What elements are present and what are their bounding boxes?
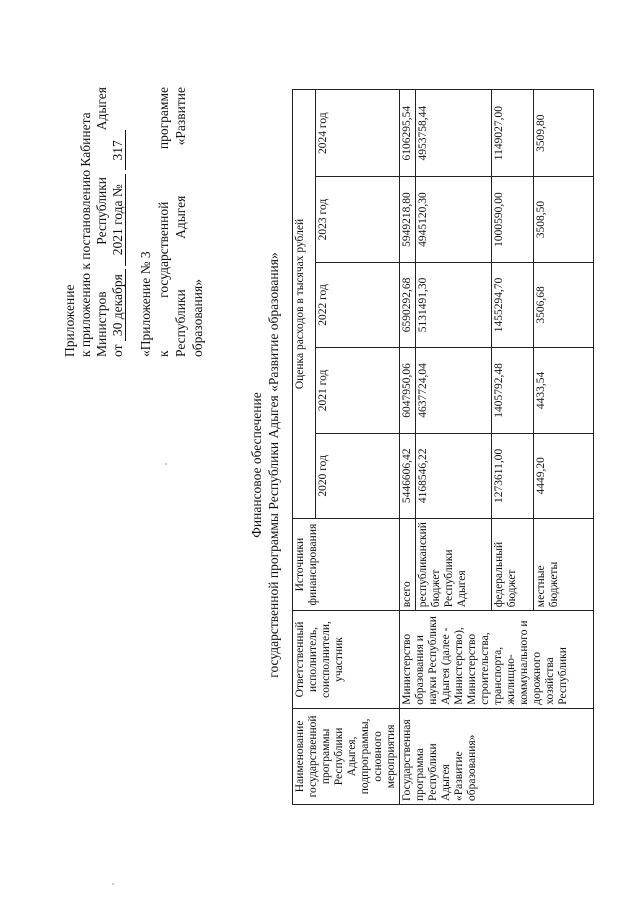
header-year-2021: 2021 год (316, 348, 400, 433)
header-year-2022: 2022 год (316, 262, 400, 347)
header-year-2023: 2023 год (316, 177, 400, 262)
appendix-line-4 (110, 130, 126, 357)
value-cell: 1000590,00 (492, 177, 534, 262)
program-name-cell: Государственная программа Республики Адыгея «Развитие образования» (400, 708, 594, 804)
value-cell: 4945120,30 (416, 177, 492, 262)
appendix-year-number: 2021 года № (110, 174, 126, 266)
document-title (248, 185, 282, 745)
table-header-row-1 (293, 90, 316, 805)
appendix-line-3-c: Адыгея (94, 87, 109, 131)
appendix-line-3 (94, 87, 109, 357)
value-cell: 6047950,06 (400, 348, 416, 433)
value-cell: 1455294,70 (492, 262, 534, 347)
value-cell: 3509,80 (534, 90, 594, 177)
source-cell: местные бюджеты (534, 519, 594, 611)
header-responsible: Ответственный исполнитель, соисполнители, участник (293, 611, 400, 709)
value-cell: 1405792,48 (492, 348, 534, 433)
scan-speck (165, 463, 167, 465)
value-cell: 6590292,68 (400, 262, 416, 347)
header-estimate: Оценка расходов в тысячах рублей (293, 90, 316, 519)
source-cell: республиканский бюджет Республики Адыгея (416, 519, 492, 611)
value-cell: 4637724,04 (416, 348, 492, 433)
scan-speck (112, 883, 114, 885)
responsible-cell: Министерство образования и науки Республики Адыгея (далее - Министерство), Министерство строительства, транспорта, жилищно-коммунального и дорожного хозяйства Республики (400, 611, 594, 709)
header-year-2020: 2020 год (316, 433, 400, 518)
source-cell: федеральный бюджет (492, 519, 534, 611)
source-cell: всего (400, 519, 416, 611)
value-cell: 4433,54 (534, 348, 594, 433)
program-ref-line-2-b: государственной (156, 201, 171, 298)
program-ref-line-3 (173, 87, 188, 357)
value-cell: 3508,50 (534, 177, 594, 262)
appendix-doc-number: 317 (110, 130, 126, 170)
program-ref-line-3-a: Республики (173, 289, 188, 357)
program-ref-line-3-c: «Развитие (173, 87, 188, 146)
header-source: Источники финансирования (293, 519, 400, 611)
value-cell: 1149027,00 (492, 90, 534, 177)
value-cell: 5446606,42 (400, 433, 416, 518)
appendix-from: от (110, 344, 125, 357)
title-line-2: государственной программы Республики Адыгея «Развитие образования» (266, 252, 281, 678)
header-year-2024: 2024 год (316, 90, 400, 177)
program-ref-line-2-a: к (156, 350, 171, 357)
appendix-line-2: к приложению к постановлению Кабинета (78, 112, 93, 357)
program-ref-line-2-c: программе (156, 87, 171, 150)
value-cell: 4168546,22 (416, 433, 492, 518)
program-ref-line-2 (156, 87, 171, 357)
value-cell: 4449,20 (534, 433, 594, 518)
financing-table (292, 89, 594, 805)
value-cell: 5131491,30 (416, 262, 492, 347)
header-program-name: Наименование государственной программы Республики Адыгея, подпрограммы, основного мероприятия (293, 708, 400, 804)
appendix-line-3-a: Министров (94, 291, 109, 357)
program-ref-line-4: образования» (190, 279, 205, 357)
appendix-date: 30 декабря (110, 269, 126, 341)
value-cell: 1273611,00 (492, 433, 534, 518)
value-cell: 5949218,80 (400, 177, 416, 262)
program-ref-line-1: «Приложение № 3 (138, 251, 153, 357)
program-ref-line-3-b: Адыгея (173, 195, 188, 239)
value-cell: 3506,68 (534, 262, 594, 347)
appendix-line-3-b: Республики (94, 176, 109, 245)
table-row (400, 90, 416, 805)
value-cell: 4953758,44 (416, 90, 492, 177)
appendix-line-1: Приложение (62, 284, 77, 357)
title-line-1: Финансовое обеспечение (249, 392, 264, 538)
value-cell: 6106295,54 (400, 90, 416, 177)
